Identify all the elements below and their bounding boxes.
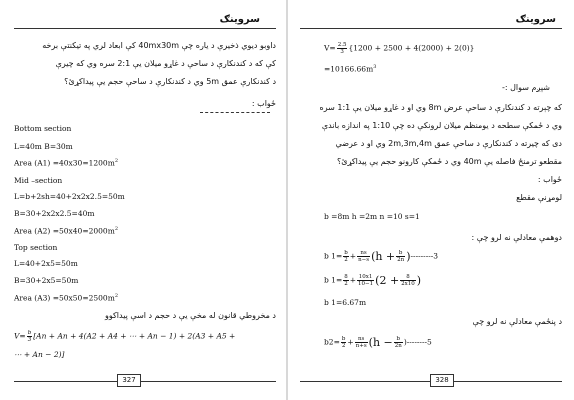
question-six-title: شپږم سوال :- [501, 83, 550, 92]
prismoidal-formula-intro: د مخروطي قانون له مخې يې د حجم د اسې پیداکوو [104, 311, 276, 320]
left-header-rule [14, 28, 276, 29]
right-answer-label: ځواب : [537, 175, 562, 184]
left-page-header-title: سروینګ [219, 14, 260, 25]
fifth-equation-label: د پنځمې معادلې نه لرو چې [472, 317, 562, 326]
area-a1: Area $(A1) =40x30=1200m^2$ [14, 158, 118, 168]
question-six-line-4: مقطعو ترمنځ فاصله يې 40m وي د ځمکې کارونو حجم يې پيداکړئ؟ [336, 157, 562, 166]
top-section-breadth: B=30+2x5=50m [14, 276, 79, 285]
equation-three-general: b 1= $\frac{b}{2}$ + $\frac{ns}{n-s}$ (h + $\frac{b}{2n}$ )---------3 [324, 250, 439, 263]
volume-formula: V= $\frac{2.5}{3}$ {1200 + 2500 + 4(2000) + 2(0)} [324, 42, 475, 55]
given-values: b =8m h =2m n =10 s=1 [324, 212, 420, 221]
left-footer-rule [14, 381, 276, 382]
area-a3: Area $(A3) =50x50=2500m^2$ [14, 293, 118, 303]
left-question-line-3: د کندنکارې عمق 5m وي د کندنکارې د ساحې حجم یې پیداکړئ؟ [64, 77, 276, 86]
left-page [0, 0, 286, 400]
prismoidal-formula-line-1: V= $\frac{b}{3}$ [An + An + 4(A2 + A4 + ⋯ + An − 1) + 2(A3 + A5 + [14, 330, 236, 343]
right-page-number: 328 [430, 374, 454, 387]
question-six-line-2: وي د ځمکې سطحه د یومنظم میلان لرونکې ده چې 1:10 په اندازه باندې [321, 121, 562, 130]
bottom-section-title: Bottom section [14, 124, 72, 133]
bottom-section-dims: L=40m B=30m [14, 142, 73, 151]
second-equation-label: دوهمې معادلې نه لرو چې : [471, 233, 562, 242]
left-answer-underline [200, 112, 270, 113]
mid-section-breadth: B=30+2x2x2.5=40m [14, 209, 95, 218]
b1-result: b 1=6.67m [324, 298, 367, 307]
mid-section-title: Mid –section [14, 176, 63, 185]
prismoidal-formula-line-2: ⋯ + An − 2)] [14, 350, 65, 359]
top-section-length: L=40+2x5=50m [14, 259, 78, 268]
question-six-line-3: دی که چیرته د کندنکارې د ساحې عمق 2m,3m,4m وي او د عرضي [335, 139, 562, 148]
question-six-line-1: که چېرته د کندنکارې د ساحې عرض 8m وي او د غاړو میلان یې 1:1 سره [319, 103, 562, 112]
left-question-line-1: داوبو دیوي ذخیرې د یاره چې 40mx30m کې ابعاد لري په تیکنتې برخه [42, 41, 276, 50]
area-a2: Area $(A2) =50x40=2000m^2$ [14, 226, 118, 236]
left-answer-label: ځواب : [251, 99, 276, 108]
top-section-title: Top section [14, 243, 58, 252]
volume-result: $=10166.66m^3$ [324, 64, 377, 74]
right-page [288, 0, 574, 400]
left-question-line-2: کې که د کندنکارې د ساحې د غاړو میلان یې 2:1 سره وي که چیرې [55, 59, 276, 68]
equation-three-substituted: b 1= $\frac{8}{2}$ + $\frac{10x1}{10-1}$ (2 + $\frac{8}{2x10}$ ) [324, 274, 422, 287]
equation-five: b2= $\frac{b}{2}$ + $\frac{ns}{n+s}$ (h − $\frac{b}{2n}$ )--------5 [324, 336, 432, 349]
first-section-label: لومړنې مقطع [516, 193, 562, 202]
mid-section-length: L=b+2sh=40+2x2x2.5=50m [14, 192, 125, 201]
right-page-header-title: سروینګ [515, 14, 556, 25]
right-header-rule [300, 28, 562, 29]
left-page-number: 327 [117, 374, 141, 387]
